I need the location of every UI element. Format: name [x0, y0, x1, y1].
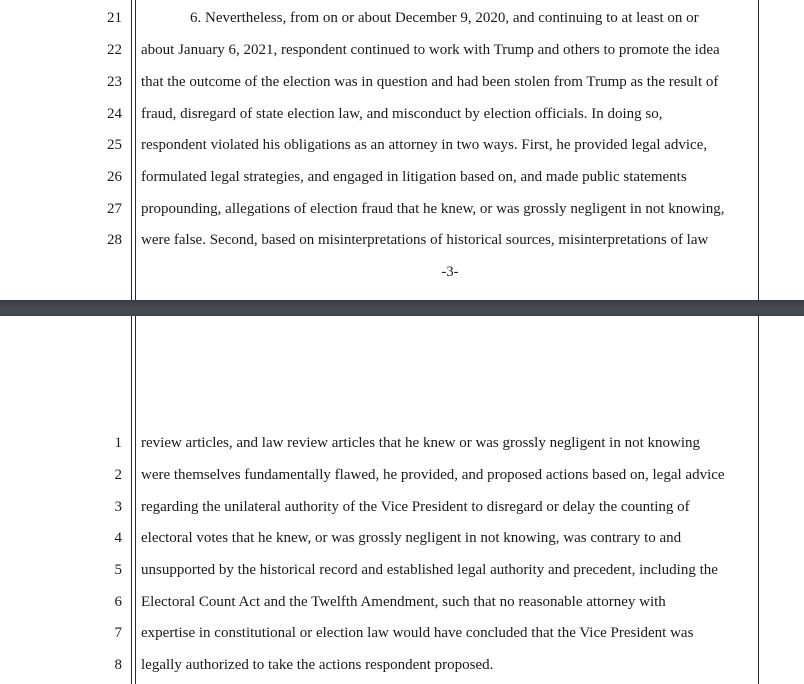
margin-rule-left-outer [131, 316, 132, 684]
page-number: -3- [441, 264, 459, 280]
line-number: 5 [114, 562, 122, 578]
line-number: 2 [114, 467, 122, 483]
line-text: about January 6, 2021, respondent continued to work with Trump and others to promote the idea [141, 42, 720, 58]
line-text: legally authorized to take the actions respondent proposed. [141, 657, 494, 673]
line-text: respondent violated his obligations as an attorney in two ways. First, he provided legal advice, [141, 137, 708, 153]
line-text: Electoral Count Act and the Twelfth Amendment, such that no reasonable attorney with [141, 594, 666, 610]
line-number: 21 [107, 10, 122, 26]
line-number: 24 [107, 106, 122, 122]
line-text: fraud, disregard of state election law, and misconduct by election officials. In doing so, [141, 106, 663, 122]
line-number: 28 [107, 232, 122, 248]
line-text: were false. Second, based on misinterpretations of historical sources, misinterpretations of law [141, 232, 709, 248]
line-number: 26 [107, 169, 122, 185]
line-number: 23 [107, 74, 122, 90]
page-separator [0, 300, 804, 316]
line-number: 25 [107, 137, 122, 153]
line-text: unsupported by the historical record and established legal authority and precedent, including the [141, 562, 718, 578]
line-text: expertise in constitutional or election law would have concluded that the Vice President was [141, 625, 694, 641]
line-number: 1 [114, 435, 122, 451]
line-text: regarding the unilateral authority of the Vice President to disregard or delay the counting of [141, 499, 690, 515]
line-number: 27 [107, 201, 122, 217]
line-number: 22 [107, 42, 122, 58]
line-text: were themselves fundamentally flawed, he provided, and proposed actions based on, legal advice [141, 467, 725, 483]
line-number: 6 [114, 594, 122, 610]
document-page-top [0, 0, 804, 300]
line-text: formulated legal strategies, and engaged in litigation based on, and made public statements [141, 169, 687, 185]
line-text: that the outcome of the election was in question and had been stolen from Trump as the result of [141, 74, 719, 90]
line-text: review articles, and law review articles that he knew or was grossly negligent in not knowing [141, 435, 701, 451]
line-text: propounding, allegations of election fraud that he knew, or was grossly negligent in not knowing, [141, 201, 725, 217]
line-number: 3 [114, 499, 122, 515]
margin-rule-left-inner [135, 0, 136, 300]
line-number: 4 [114, 530, 122, 546]
line-number: 8 [114, 657, 122, 673]
margin-rule-left-outer [131, 0, 132, 300]
margin-rule-left-inner [135, 316, 136, 684]
line-text: 6. Nevertheless, from on or about December 9, 2020, and continuing to at least on or [190, 10, 699, 26]
line-number: 7 [114, 625, 122, 641]
line-text: electoral votes that he knew, or was grossly negligent in not knowing, was contrary to and [141, 530, 682, 546]
document-page-bottom [0, 316, 804, 684]
